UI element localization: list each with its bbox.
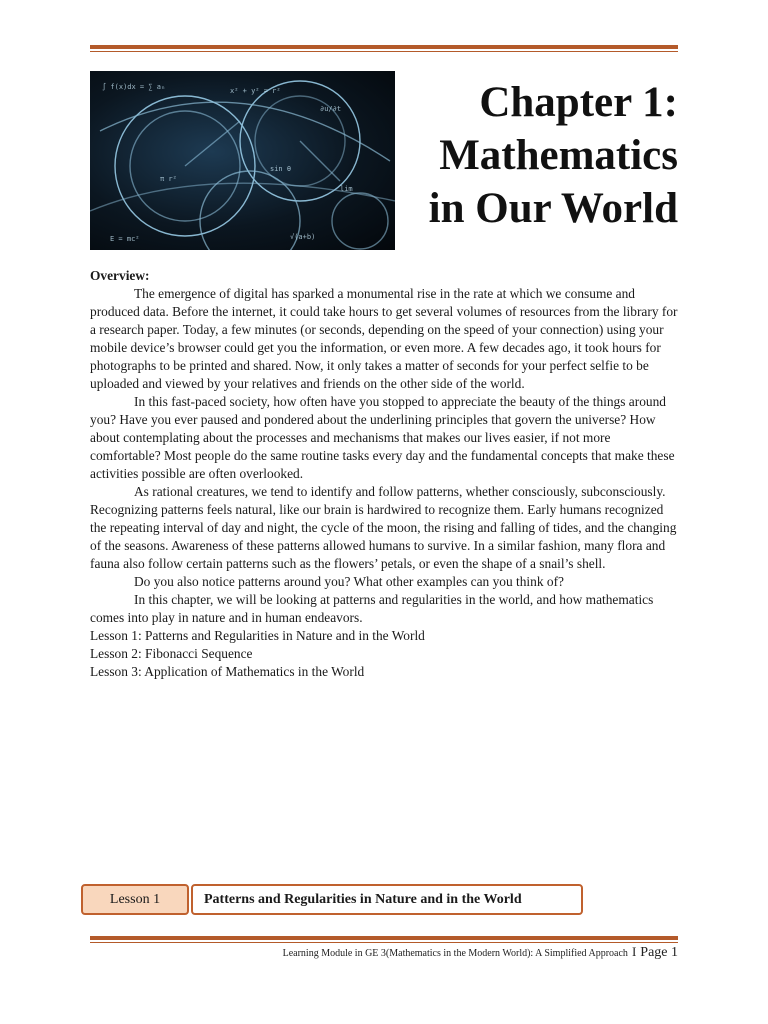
lesson-number-badge: Lesson 1 bbox=[81, 884, 189, 915]
top-rule bbox=[90, 45, 678, 52]
overview-paragraph-1: The emergence of digital has sparked a monumental rise in the rate at which we consume and produced data. Before the internet, it could take hours to get several volumes of resources from the library for a research paper. Today, a few minutes (or seconds, depending on the speed of your connection) using your mobile device’s browser could get you the information, or even more. A few decades ago, it took hours for photographs to be printed and shared. Now, it only takes a matter of seconds for your perfect selfie to be uploaded and viewed by your relatives and friends on the other side of the world. bbox=[90, 286, 678, 391]
overview-paragraph-4: Do you also notice patterns around you? What other examples can you think of? bbox=[134, 574, 564, 589]
svg-text:lim: lim bbox=[340, 185, 353, 193]
lesson-list-item-1: Lesson 1: Patterns and Regularities in Nature and in the World bbox=[90, 628, 425, 643]
svg-text:sin θ: sin θ bbox=[270, 165, 292, 173]
page-number: Page 1 bbox=[640, 945, 678, 960]
bottom-rule bbox=[90, 936, 678, 943]
chapter-title-line-2: Mathematics bbox=[439, 132, 678, 179]
overview-paragraph-3: As rational creatures, we tend to identify and follow patterns, whether consciously, subconsciously. Recognizing patterns feels natural, like our brain is hardwired to recognize them. Early humans recognized the repeating interval of day and night, the cycle of the moon, the rising and falling of tides, and the changing of the seasons. Awareness of these patterns allowed humans to survive. In a similar fashion, many flora and fauna also follow certain patterns such as the flowers’ petals, or even the shape of a snail’s shell. bbox=[90, 484, 677, 571]
overview-heading: Overview: bbox=[90, 268, 150, 283]
page-footer bbox=[90, 944, 678, 961]
overview-paragraph-2: In this fast-paced society, how often have you stopped to appreciate the beauty of the things around you? Have you ever paused and pondered about the underlining principles that govern the universe? How about contemplating about the processes and mechanisms that makes our lives easier, if not more comfortable? Most people do the same routine tasks every day and the fundamental concepts that make these activities possible are often overlooked. bbox=[90, 394, 675, 481]
footer-module-name: Learning Module in GE 3(Mathematics in the Modern World): A Simplified Approach bbox=[282, 948, 628, 959]
chapter-title-line-3: in Our World bbox=[428, 185, 678, 232]
svg-text:∫ f(x)dx = ∑ aₙ: ∫ f(x)dx = ∑ aₙ bbox=[102, 83, 166, 91]
chapter-title-line-1: Chapter 1: bbox=[479, 79, 678, 126]
lesson-list-item-3: Lesson 3: Application of Mathematics in the World bbox=[90, 664, 365, 679]
lesson-title-banner: Patterns and Regularities in Nature and in the World bbox=[191, 884, 583, 915]
svg-text:π r²: π r² bbox=[160, 175, 177, 183]
svg-text:E = mc²: E = mc² bbox=[110, 235, 140, 243]
footer-separator: I bbox=[631, 944, 637, 959]
overview-paragraph-5: In this chapter, we will be looking at patterns and regularities in the world, and how mathematics comes into play in nature and in human endeavors. bbox=[90, 592, 654, 625]
overview-section bbox=[90, 267, 678, 681]
lesson-list-item-2: Lesson 2: Fibonacci Sequence bbox=[90, 646, 253, 661]
svg-text:√(a+b): √(a+b) bbox=[290, 233, 316, 241]
math-formulas-illustration bbox=[90, 71, 395, 250]
svg-text:x² + y² = r²: x² + y² = r² bbox=[230, 87, 281, 95]
chapter-title bbox=[400, 76, 678, 235]
svg-text:∂u/∂t: ∂u/∂t bbox=[320, 105, 342, 113]
